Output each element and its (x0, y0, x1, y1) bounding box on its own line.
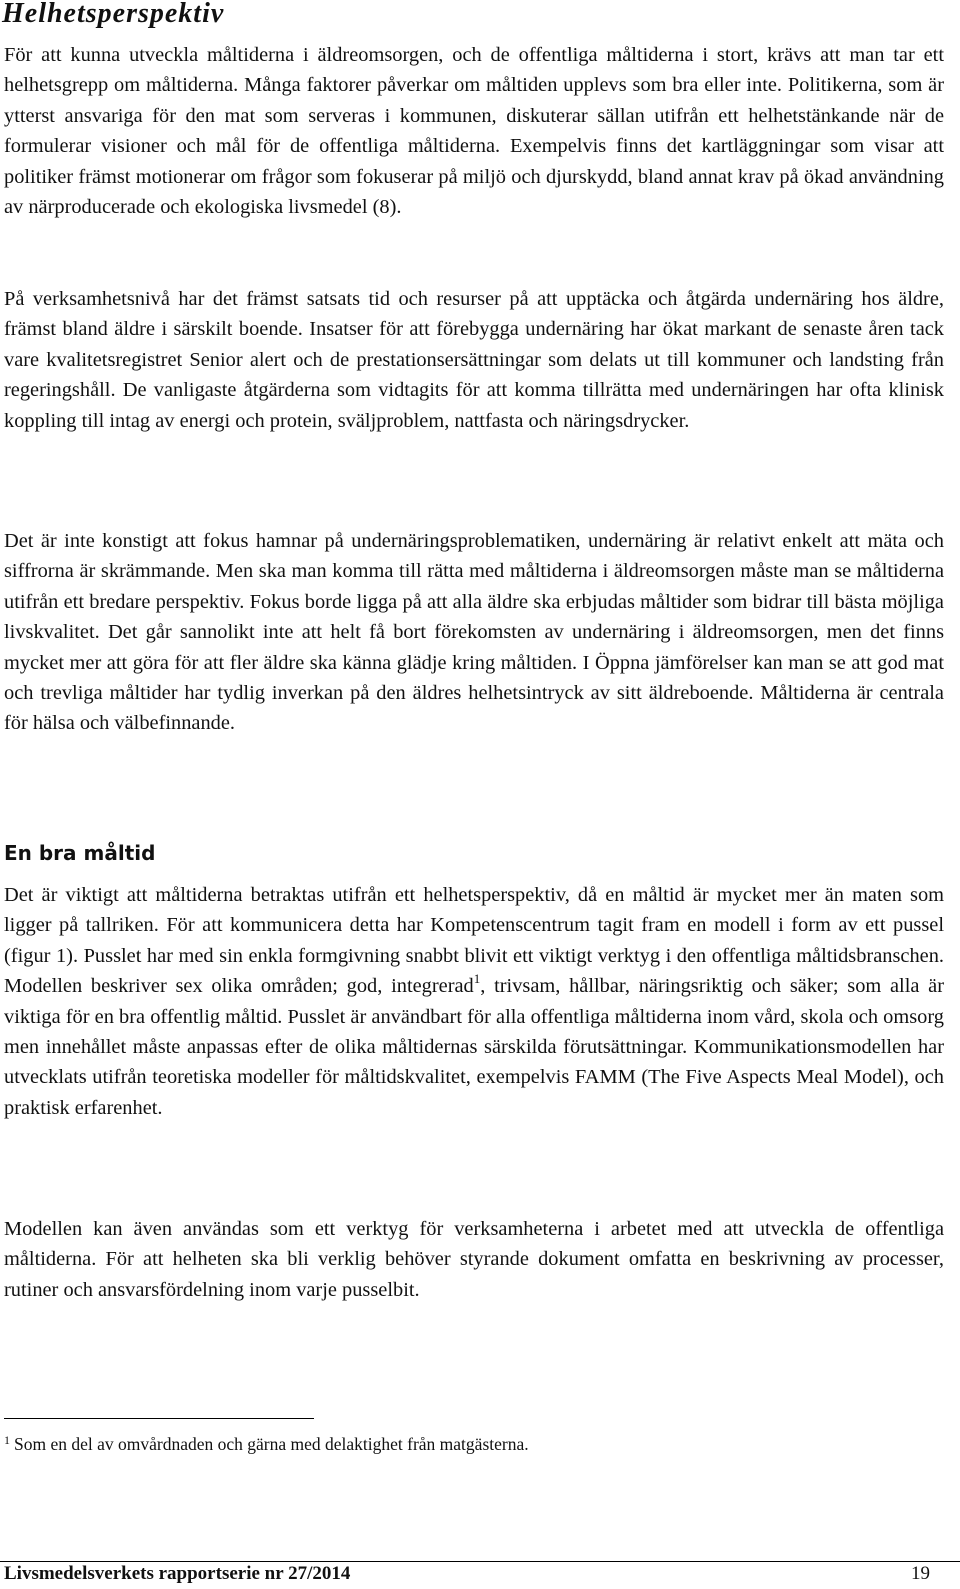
footnote-mark: 1 (4, 1433, 10, 1447)
footnote-text: Som en del av omvårdnaden och gärna med delaktighet från matgästerna. (14, 1434, 529, 1454)
paragraph-4-text-b: , trivsam, hållbar, näringsriktig och säker; som alla är viktiga för en bra offentlig måltid. Pusslet är användbart för alla offentliga måltiderna inom vård, skola och omsorg men innehållet måste anpassas efter de olika måltidernas särskilda förutsättningar. Kommunikationsmodellen har utvecklats utifrån teoretiska modeller för måltidskvalitet, exempelvis FAMM (The Five Aspects Meal Model), och praktisk erfarenhet. (4, 975, 945, 1119)
footnote (4, 1431, 529, 1457)
section-title: Helhetsperspektiv (2, 0, 225, 29)
page-number: 19 (911, 1563, 930, 1584)
footnote-reference: 1 (473, 971, 481, 987)
paragraph-4 (4, 880, 944, 1123)
footnote-separator (4, 1418, 314, 1419)
footer-series: Livsmedelsverkets rapportserie nr 27/2014 (4, 1563, 351, 1584)
paragraph-5: Modellen kan även användas som ett verktyg för verksamheterna i arbetet med att utveckla de offentliga måltiderna. För att helheten ska bli verklig behöver styrande dokument omfatta en beskrivning av processer, rutiner och ansvarsfördelning inom varje pusselbit. (4, 1218, 944, 1301)
paragraph-2: På verksamhetsnivå har det främst satsats tid och resurser på att upptäcka och åtgärda undernäring hos äldre, främst bland äldre i särskilt boende. Insatser för att förebygga undernäring har ökat markant de senaste åren tack vare kvalitetsregistret Senior alert och de prestationsersättningar som delats ut till kommuner och landsting från regeringshåll. De vanligaste åtgärderna som vidtagits för att komma tillrätta med undernäringen har ofta klinisk koppling till intag av energi och protein, sväljproblem, nattfasta och näringsdrycker. (4, 288, 944, 432)
subheading: En bra måltid (4, 841, 156, 865)
paragraph-4-text-a: Det är viktigt att måltiderna betraktas utifrån ett helhetsperspektiv, då en måltid är mycket mer än maten som ligger på tallriken. För att kommunicera detta har Kompetenscentrum tagit fram en modell i form av ett pussel (figur 1). Pusslet har med sin enkla formgivning snabbt blivit ett viktigt verktyg i den offentliga måltidsbranschen. Modellen beskriver sex olika områden; god, integrerad (4, 884, 944, 998)
paragraph-1: För att kunna utveckla måltiderna i äldreomsorgen, och de offentliga måltiderna i stort, krävs att man tar ett helhetsgrepp om måltiderna. Många faktorer påverkar om måltiden upplevs som bra eller inte. Politikerna, som är ytterst ansvariga för den mat som serveras i kommunen, diskuterar sällan utifrån ett helhetstänkande när de formulerar visioner och mål för de offentliga måltiderna. Exempelvis finns det kartläggningar som visar att politiker främst motionerar om frågor som fokuserar på miljö och djurskydd, bland annat krav på ökad användning av närproducerade och ekologiska livsmedel (8). (4, 44, 944, 219)
paragraph-3: Det är inte konstigt att fokus hamnar på undernäringsproblematiken, undernäring är relativt enkelt att mäta och siffrorna är skrämmande. Men ska man komma till rätta med måltiderna i äldreomsorgen måste man se måltiderna utifrån ett bredare perspektiv. Fokus borde ligga på att alla äldre ska erbjudas måltider som bidrar till bästa möjliga livskvalitet. Det går sannolikt inte att helt få bort förekomsten av undernäring i äldreomsorgen, men det finns mycket mer att göra för att fler äldre ska känna glädje kring måltiden. I Öppna jämförelser kan man se att god mat och trevliga måltider har tydlig inverkan på den äldres helhetsintryck av sitt äldreboende. Måltiderna är centrala för hälsa och välbefinnande. (4, 530, 944, 735)
